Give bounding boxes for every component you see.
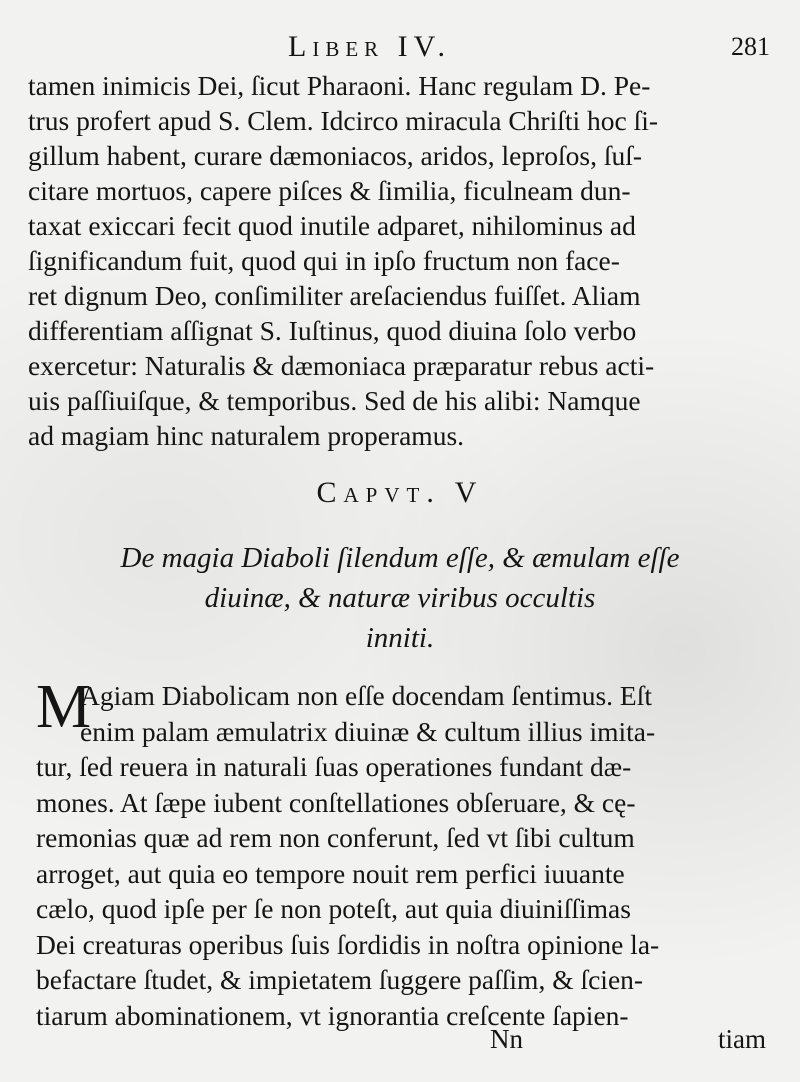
signature-mark: Nn bbox=[490, 1024, 523, 1054]
text-line: gillum habent, curare dæmoniacos, aridos, leproſos, ſuſ- bbox=[28, 140, 643, 171]
chapter-title-line: De magia Diaboli ſilendum eſſe, & æmulam eſſe bbox=[120, 542, 680, 574]
text-line: ſignificandum fuit, quod qui in ipſo fructum non face- bbox=[28, 245, 620, 276]
chapter-title bbox=[60, 538, 740, 658]
chapter-heading: Capvt. V bbox=[316, 476, 484, 509]
catchword: tiam bbox=[718, 1024, 766, 1054]
text-line: citare mortuos, capere piſces & ſimilia, ficulneam dun- bbox=[28, 175, 631, 206]
chapter-paragraph bbox=[36, 673, 744, 1033]
text-line: mones. At ſæpe iubent conſtellationes obſeruare, & cę- bbox=[36, 786, 636, 818]
page-footer bbox=[0, 1024, 800, 1064]
text-line: trus profert apud S. Clem. Idcirco miracula Chriſti hoc ſi- bbox=[28, 105, 659, 136]
text-line: Dei creaturas operibus ſuis ſordidis in noſtra opinione la- bbox=[36, 928, 660, 960]
text-line: tiarum abominationem, vt ignorantia creſcente ſapien- bbox=[36, 999, 629, 1031]
text-line: differentiam aſſignat S. Iuſtinus, quod diuina ſolo verbo bbox=[28, 315, 637, 346]
page-number: 281 bbox=[731, 32, 770, 61]
text-line: ad magiam hinc naturalem properamus. bbox=[28, 420, 465, 451]
chapter-title-line: diuinæ, & naturæ viribus occultis bbox=[204, 582, 596, 614]
text-line: ret dignum Deo, conſimiliter areſaciendus fuiſſet. Aliam bbox=[28, 280, 641, 311]
text-line: tur, ſed reuera in naturali ſuas operationes fundant dæ- bbox=[36, 751, 632, 782]
running-head: Liber IV. bbox=[288, 30, 451, 63]
text-line: tamen inimicis Dei, ſicut Pharaoni. Hanc regulam D. Pe- bbox=[28, 70, 651, 101]
chapter-title-line: inniti. bbox=[365, 622, 435, 654]
top-text-block bbox=[28, 68, 768, 453]
text-line: remonias quæ ad rem non conferunt, ſed vt ſibi cultum bbox=[36, 822, 635, 853]
text-line: Agiam Diabolicam non eſſe docendam ſentimus. Eſt bbox=[80, 680, 653, 711]
text-line: arroget, aut quia eo tempore nouit rem perfici iuuante bbox=[36, 857, 625, 889]
drop-cap: M bbox=[36, 673, 92, 741]
page-header bbox=[0, 26, 800, 66]
text-line: befactare ſtudet, & impietatem ſuggere paſſim, & ſcien- bbox=[36, 964, 644, 995]
text-line: taxat exiccari fecit quod inutile adparet, nihilominus ad bbox=[28, 210, 636, 241]
text-line: enim palam æmulatrix diuinæ & cultum illius imita- bbox=[80, 715, 656, 747]
text-line: cælo, quod ipſe per ſe non poteſt, aut quia diuiniſſimas bbox=[36, 893, 631, 924]
text-line: uis paſſiuiſque, & temporibus. Sed de his alibi: Namque bbox=[28, 385, 641, 416]
text-line: exercetur: Naturalis & dæmoniaca præparatur rebus acti- bbox=[28, 350, 655, 381]
